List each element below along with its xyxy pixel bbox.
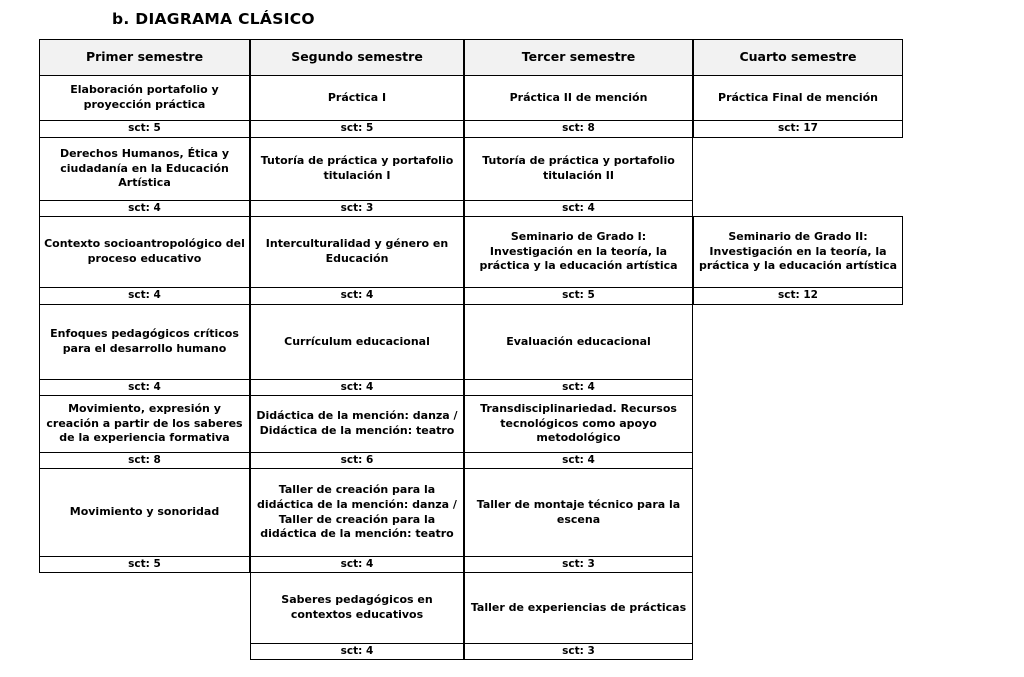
course-name-cell: Movimiento, expresión y creación a partir de los saberes de la experiencia formativa bbox=[39, 395, 250, 453]
course-sct-cell: sct: 8 bbox=[39, 452, 250, 469]
course-name-cell: Contexto socioantropológico del proceso educativo bbox=[39, 216, 250, 288]
course-name-cell: Evaluación educacional bbox=[464, 304, 693, 380]
course-sct-cell: sct: 4 bbox=[250, 643, 464, 660]
course-sct-cell: sct: 3 bbox=[464, 643, 693, 660]
course-name-cell: Taller de creación para la didáctica de la mención: danza / Taller de creación para la didáctica de la mención: teatro bbox=[250, 468, 464, 557]
course-sct-cell: sct: 5 bbox=[39, 120, 250, 138]
course-name-cell: Movimiento y sonoridad bbox=[39, 468, 250, 557]
course-name-cell: Tutoría de práctica y portafolio titulación I bbox=[250, 137, 464, 201]
course-name-cell: Enfoques pedagógicos críticos para el desarrollo humano bbox=[39, 304, 250, 380]
semester-header: Tercer semestre bbox=[464, 39, 693, 76]
semester-header: Primer semestre bbox=[39, 39, 250, 76]
course-name-cell: Derechos Humanos, Ética y ciudadanía en la Educación Artística bbox=[39, 137, 250, 201]
course-sct-cell: sct: 4 bbox=[250, 287, 464, 305]
course-name-cell: Elaboración portafolio y proyección práctica bbox=[39, 75, 250, 121]
course-name-cell: Taller de experiencias de prácticas bbox=[464, 572, 693, 644]
semester-header: Cuarto semestre bbox=[693, 39, 903, 76]
course-sct-cell: sct: 5 bbox=[39, 556, 250, 573]
course-name-cell: Práctica I bbox=[250, 75, 464, 121]
course-sct-cell: sct: 4 bbox=[250, 556, 464, 573]
course-name-cell: Transdisciplinariedad. Recursos tecnológicos como apoyo metodológico bbox=[464, 395, 693, 453]
course-sct-cell: sct: 4 bbox=[250, 379, 464, 396]
course-sct-cell: sct: 5 bbox=[464, 287, 693, 305]
course-name-cell: Interculturalidad y género en Educación bbox=[250, 216, 464, 288]
semester-header: Segundo semestre bbox=[250, 39, 464, 76]
course-sct-cell: sct: 12 bbox=[693, 287, 903, 305]
course-sct-cell: sct: 6 bbox=[250, 452, 464, 469]
course-name-cell: Saberes pedagógicos en contextos educativos bbox=[250, 572, 464, 644]
course-name-cell: Currículum educacional bbox=[250, 304, 464, 380]
course-name-cell: Seminario de Grado I: Investigación en la teoría, la práctica y la educación artística bbox=[464, 216, 693, 288]
course-sct-cell: sct: 4 bbox=[464, 379, 693, 396]
course-sct-cell: sct: 4 bbox=[39, 287, 250, 305]
course-sct-cell: sct: 4 bbox=[464, 452, 693, 469]
course-name-cell: Práctica II de mención bbox=[464, 75, 693, 121]
course-sct-cell: sct: 4 bbox=[464, 200, 693, 217]
course-name-cell: Tutoría de práctica y portafolio titulación II bbox=[464, 137, 693, 201]
course-sct-cell: sct: 3 bbox=[464, 556, 693, 573]
page-title: b. DIAGRAMA CLÁSICO bbox=[112, 10, 315, 28]
course-sct-cell: sct: 5 bbox=[250, 120, 464, 138]
course-name-cell: Práctica Final de mención bbox=[693, 75, 903, 121]
course-sct-cell: sct: 17 bbox=[693, 120, 903, 138]
course-name-cell: Seminario de Grado II: Investigación en la teoría, la práctica y la educación artística bbox=[693, 216, 903, 288]
course-sct-cell: sct: 8 bbox=[464, 120, 693, 138]
course-sct-cell: sct: 4 bbox=[39, 379, 250, 396]
course-name-cell: Didáctica de la mención: danza / Didáctica de la mención: teatro bbox=[250, 395, 464, 453]
course-name-cell: Taller de montaje técnico para la escena bbox=[464, 468, 693, 557]
course-sct-cell: sct: 4 bbox=[39, 200, 250, 217]
course-sct-cell: sct: 3 bbox=[250, 200, 464, 217]
